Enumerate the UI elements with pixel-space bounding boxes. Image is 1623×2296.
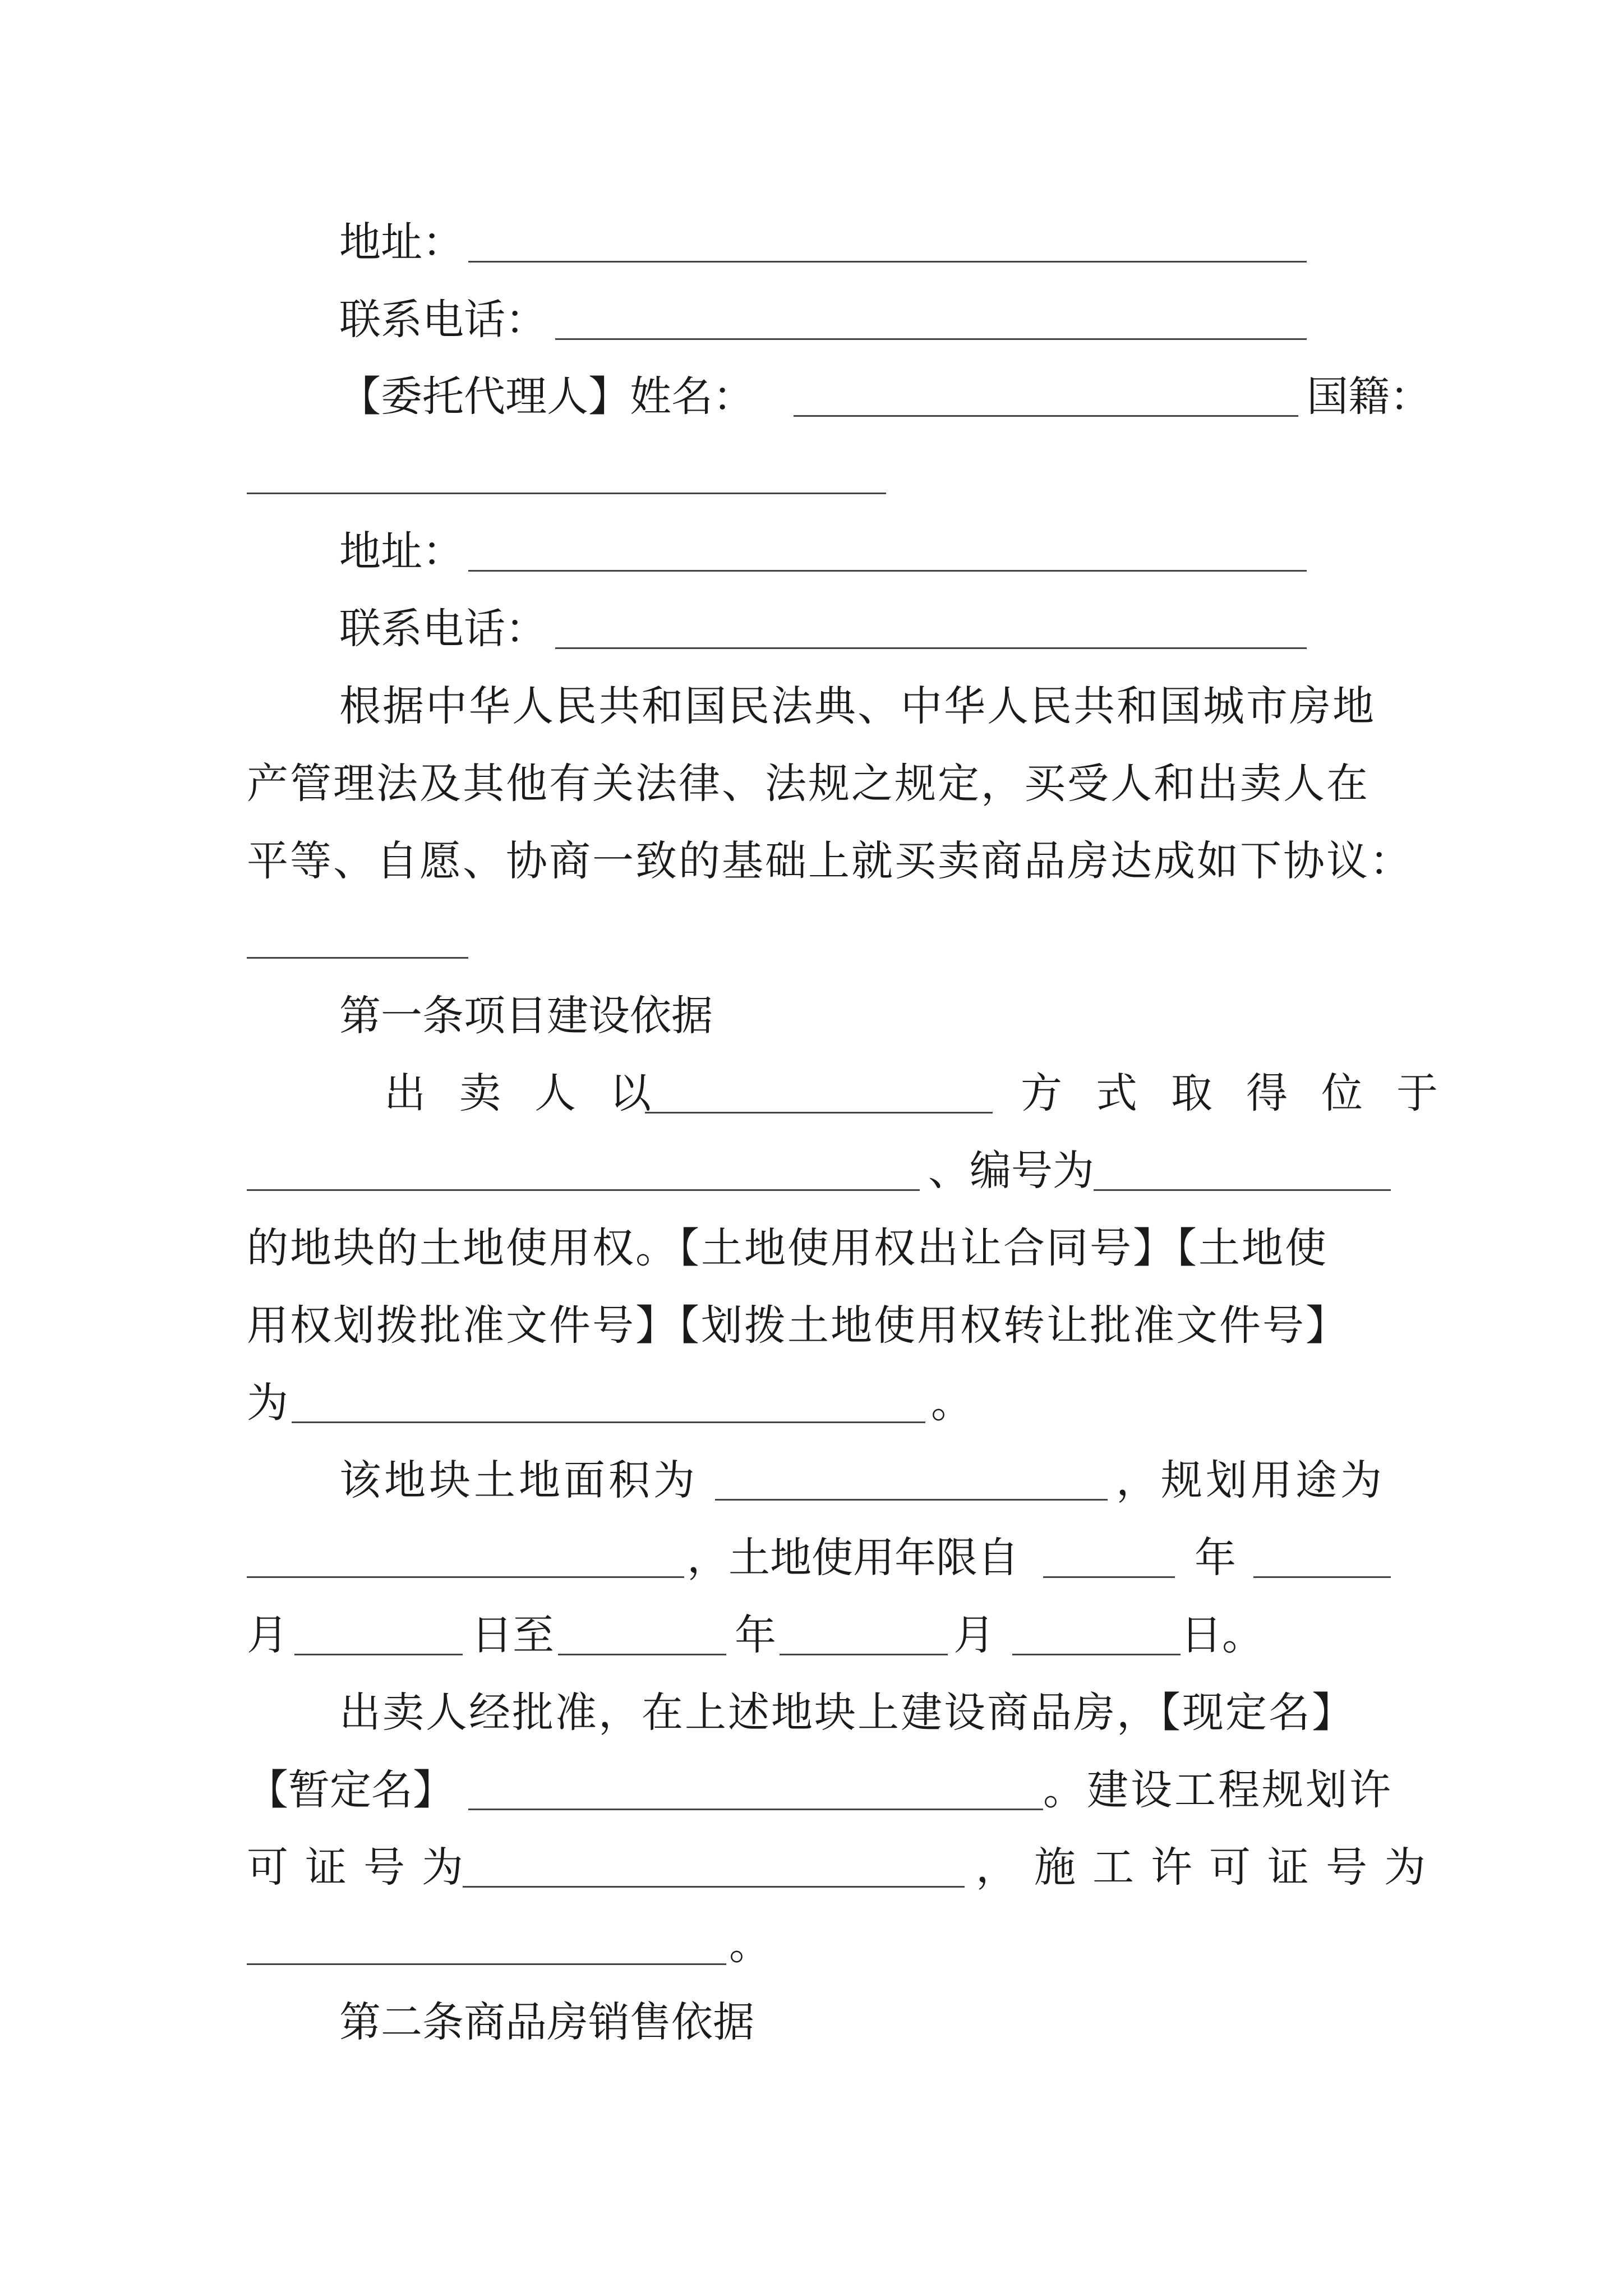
- agent-label: 【委托代理人】姓名：: [339, 372, 754, 421]
- article1-p1-d: 的地块的土地使用权。【土地使用权出让合同号】【土地使: [247, 1224, 1328, 1272]
- land-location-field[interactable]: [247, 1189, 920, 1191]
- land-use-start-year-field[interactable]: [1043, 1576, 1175, 1578]
- agent-phone-label: 联系电话：: [339, 605, 547, 653]
- article1-p1-f: 为: [247, 1379, 288, 1427]
- agent-nationality-field[interactable]: [247, 493, 886, 494]
- agent-address-field[interactable]: [468, 570, 1307, 572]
- land-area-field[interactable]: [715, 1499, 1108, 1501]
- year-label-1: 年: [1195, 1534, 1236, 1582]
- article1-p1-c: 、编号为: [928, 1147, 1094, 1195]
- article1-p3-c: 。建设工程规划许: [1043, 1766, 1393, 1814]
- planning-permit-number-field[interactable]: [463, 1886, 965, 1888]
- article1-p3-end: 。: [729, 1921, 771, 1969]
- article1-p3-b: 【暂定名】: [247, 1766, 454, 1814]
- article1-p2-b: ，规划用途为: [1116, 1456, 1385, 1504]
- month-label-2: 月: [953, 1611, 995, 1659]
- land-use-end-year-field[interactable]: [558, 1654, 726, 1655]
- agent-phone-field[interactable]: [555, 647, 1307, 649]
- land-number-field[interactable]: [1094, 1189, 1391, 1191]
- seller-address-label: 地址：: [339, 218, 464, 266]
- preamble-blank-field[interactable]: [247, 957, 468, 959]
- agent-name-field[interactable]: [794, 415, 1298, 417]
- planned-use-field[interactable]: [247, 1576, 684, 1578]
- article1-p2-a: 该地块土地面积为: [339, 1456, 698, 1504]
- land-acquisition-method-field[interactable]: [645, 1112, 993, 1114]
- article1-p1-end: 。: [931, 1379, 972, 1427]
- seller-phone-field[interactable]: [555, 338, 1307, 340]
- seller-phone-label: 联系电话：: [339, 296, 547, 344]
- article1-p3-d: 可证号为: [247, 1843, 480, 1892]
- article1-p1-b: 方式取得位于: [1021, 1069, 1472, 1117]
- month-label-1: 月: [247, 1611, 288, 1659]
- agent-nationality-label: 国籍：: [1307, 372, 1431, 421]
- article1-p2-c: ，土地使用年限自: [687, 1534, 1019, 1582]
- day-to-label: 日至: [471, 1611, 554, 1659]
- article1-p1-e: 用权划拨批准文件号】【划拨土地使用权转让批准文件号】: [247, 1301, 1349, 1350]
- seller-address-field[interactable]: [468, 261, 1307, 263]
- day-end-label: 日。: [1181, 1611, 1264, 1659]
- preamble-text-1: 根据中华人民共和国民法典、中华人民共和国城市房地: [339, 682, 1376, 730]
- preamble-text-2: 产管理法及其他有关法律、法规之规定，买受人和出卖人在: [247, 760, 1370, 808]
- land-use-start-day-field[interactable]: [294, 1654, 463, 1655]
- article1-heading: 第一条项目建设依据: [339, 992, 713, 1040]
- article1-p3-e: ，施工许可证号为: [976, 1843, 1442, 1892]
- preamble-text-3: 平等、自愿、协商一致的基础上就买卖商品房达成如下协议：: [247, 837, 1413, 885]
- agent-address-label: 地址：: [339, 527, 464, 576]
- land-use-end-month-field[interactable]: [780, 1654, 948, 1655]
- construction-permit-number-field[interactable]: [247, 1963, 726, 1965]
- article1-p3-a: 出卖人经批准，在上述地块上建设商品房，【现定名】: [339, 1688, 1355, 1737]
- project-name-field[interactable]: [468, 1809, 1043, 1810]
- land-use-end-day-field[interactable]: [1012, 1654, 1181, 1655]
- article1-p1-a: 出卖人以: [384, 1069, 685, 1117]
- year-label-2: 年: [735, 1611, 776, 1659]
- land-use-start-month-field[interactable]: [1253, 1576, 1391, 1578]
- article2-heading: 第二条商品房销售依据: [339, 1998, 754, 2046]
- land-document-number-field[interactable]: [292, 1421, 925, 1423]
